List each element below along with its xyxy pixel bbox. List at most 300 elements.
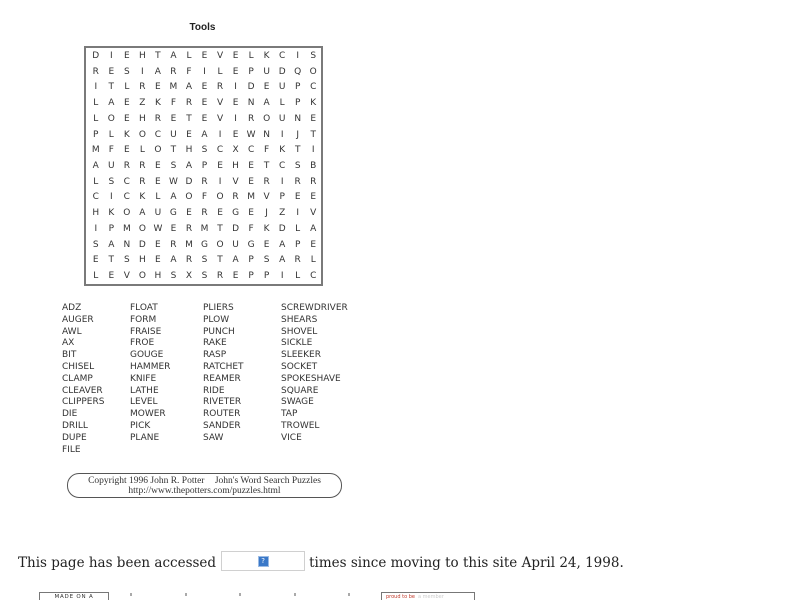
grid-cell: T — [294, 145, 301, 156]
dot — [185, 593, 187, 596]
grid-cell: R — [201, 208, 208, 219]
grid-cell: I — [109, 50, 113, 61]
grid-cell: I — [311, 145, 315, 156]
grid-cell: H — [138, 50, 146, 61]
word-list-item: MOWER — [130, 409, 166, 420]
grid-cell: E — [186, 208, 192, 219]
access-counter-line — [18, 553, 624, 573]
grid-cell: K — [263, 50, 270, 61]
word-list-item: PLOW — [203, 314, 230, 325]
grid-cell: H — [138, 255, 146, 266]
word-list-item: AX — [62, 338, 75, 349]
grid-cell: T — [217, 223, 223, 234]
word-list-item: CLEAVER — [62, 385, 103, 396]
word-list-item: FILE — [62, 444, 81, 455]
grid-cell: U — [108, 160, 115, 171]
word-list-item: SHEARS — [281, 314, 318, 325]
grid-cell: A — [232, 255, 239, 266]
grid-cell: S — [201, 255, 208, 266]
grid-cell: E — [232, 271, 239, 282]
grid-cell: E — [263, 239, 270, 250]
grid-cell: E — [92, 255, 99, 266]
word-list-item: SPOKESHAVE — [281, 373, 341, 384]
grid-cell: A — [170, 50, 177, 61]
grid-cell: E — [232, 98, 239, 109]
grid-cell: I — [280, 129, 284, 140]
copyright-url-link[interactable]: http://www.thepotters.com/puzzles.html — [128, 486, 281, 496]
grid-cell: T — [217, 255, 223, 266]
grid-cell: O — [216, 239, 224, 250]
grid-cell: E — [155, 176, 161, 187]
grid-cell: D — [278, 223, 286, 234]
grid-cell: G — [232, 208, 240, 219]
grid-cell: E — [248, 160, 254, 171]
grid-cell: V — [263, 192, 270, 203]
grid-cell: V — [216, 113, 224, 124]
word-list-item: DUPE — [62, 432, 87, 443]
grid-cell: E — [123, 145, 130, 156]
grid-cell: E — [123, 98, 130, 109]
grid-cell: I — [94, 82, 98, 93]
grid-cell: Z — [139, 98, 146, 109]
grid-cell: C — [247, 145, 255, 156]
grid-cell: I — [296, 50, 300, 61]
grid-cell: R — [123, 160, 130, 171]
grid-cell: T — [170, 145, 177, 156]
word-list-column-4 — [281, 303, 371, 456]
grid-cell: R — [139, 160, 146, 171]
grid-cell: T — [108, 255, 115, 266]
word-list-item: FROE — [130, 338, 155, 349]
made-on-badge-link[interactable]: MADE ON A — [39, 592, 109, 600]
grid-cell: D — [92, 50, 100, 61]
grid-cell: E — [123, 113, 130, 124]
grid-cell: E — [186, 129, 192, 140]
grid-cell: T — [108, 82, 115, 93]
grid-cell: P — [201, 160, 208, 171]
grid-cell: M — [247, 192, 255, 203]
grid-cell: F — [201, 192, 208, 203]
word-list-item: LATHE — [130, 385, 159, 396]
grid-cell: L — [93, 113, 99, 124]
grid-cell: C — [310, 271, 317, 282]
grid-cell: W — [168, 176, 178, 187]
word-search-grid — [84, 46, 323, 286]
grid-cell: D — [185, 176, 193, 187]
word-list-item: LEVEL — [130, 397, 158, 408]
word-list-item: ROUTER — [203, 409, 241, 420]
word-list-item: SANDER — [203, 420, 241, 431]
grid-cell: A — [170, 192, 177, 203]
grid-cell: K — [123, 129, 130, 140]
grid-cell: A — [108, 239, 115, 250]
grid-cell: E — [201, 82, 208, 93]
word-list-item: FORM — [130, 314, 157, 325]
grid-cell: E — [108, 271, 115, 282]
grid-cell: K — [154, 98, 161, 109]
grid-cell: D — [278, 66, 286, 77]
word-list-item: SLEEKER — [281, 350, 321, 361]
grid-cell: V — [232, 176, 239, 187]
page-title: Tools — [189, 22, 216, 33]
grid-cell: E — [123, 50, 130, 61]
grid-cell: P — [108, 223, 115, 234]
grid-cell: W — [153, 223, 163, 234]
word-list-item: KNIFE — [130, 373, 157, 384]
word-list-column-3 — [203, 303, 281, 456]
grid-cell: D — [232, 223, 240, 234]
grid-cell: L — [295, 223, 301, 234]
grid-cell: R — [170, 66, 177, 77]
grid-cell: T — [155, 50, 161, 61]
counter-suffix: times since moving to this site April 24, 1998. — [309, 555, 624, 571]
grid-cell: U — [154, 208, 162, 219]
grid-cell: L — [93, 98, 99, 109]
grid-cell: A — [92, 160, 99, 171]
grid-cell: L — [93, 176, 99, 187]
grid-cell: N — [263, 129, 270, 140]
grid-cell: I — [218, 176, 222, 187]
grid-cell: S — [201, 271, 208, 282]
grid-cell: X — [185, 271, 193, 282]
grid-cell: A — [108, 98, 115, 109]
grid-cell: E — [155, 82, 161, 93]
grid-cell: O — [216, 192, 224, 203]
grid-cell: W — [246, 129, 256, 140]
grid-cell: M — [122, 223, 131, 234]
word-list-item: HAMMER — [130, 361, 171, 372]
grid-cell: L — [155, 192, 161, 203]
grid-cell: I — [203, 66, 206, 77]
copyright-line-1 — [68, 476, 341, 486]
grid-cell: R — [216, 271, 224, 282]
grid-cell: E — [248, 176, 254, 187]
grid-cell: P — [294, 98, 301, 109]
word-list-item: RAKE — [203, 338, 227, 349]
grid-cell: T — [186, 113, 192, 124]
grid-cell: K — [263, 223, 270, 234]
grid-cell: R — [294, 255, 301, 266]
grid-cell: R — [185, 98, 193, 109]
grid-cell: K — [139, 192, 146, 203]
grid-cell: P — [248, 66, 254, 77]
grid-cell: L — [139, 145, 145, 156]
grid-cell: H — [92, 208, 100, 219]
grid-cell: I — [141, 66, 144, 77]
grid-cell: E — [232, 129, 239, 140]
grid-cell: F — [170, 98, 177, 109]
grid-cell: L — [108, 129, 114, 140]
grid-cell: R — [263, 176, 270, 187]
dot — [348, 593, 350, 596]
word-list-item: SAW — [203, 432, 224, 443]
word-list-item: RIVETER — [203, 397, 242, 408]
grid-cell: I — [94, 223, 98, 234]
word-list-item: FLOAT — [130, 303, 158, 313]
grid-cell: V — [310, 208, 317, 219]
grid-cell: E — [263, 82, 270, 93]
grid-cell: O — [154, 145, 162, 156]
grid-cell: I — [234, 113, 237, 124]
word-list-item: DIE — [62, 409, 78, 420]
grid-cell: A — [310, 223, 317, 234]
grid-cell: S — [108, 176, 115, 187]
grid-cell: M — [169, 82, 178, 93]
grid-cell: U — [263, 66, 270, 77]
word-list-item: AWL — [62, 326, 82, 337]
grid-cell: K — [279, 145, 286, 156]
grid-cell: R — [185, 255, 193, 266]
grid-cell: E — [155, 239, 161, 250]
grid-cell: T — [263, 160, 270, 171]
grid-cell: F — [264, 145, 270, 156]
grid-cell: P — [294, 82, 301, 93]
grid-cell: R — [170, 239, 177, 250]
grid-cell: A — [185, 160, 193, 171]
grid-cell: D — [138, 239, 146, 250]
word-list-item: SQUARE — [281, 385, 319, 396]
grid-cell: E — [217, 208, 223, 219]
grid-cell: C — [310, 82, 317, 93]
grid-cell: F — [108, 145, 114, 156]
grid-cell: V — [123, 271, 130, 282]
grid-cell: I — [280, 271, 284, 282]
grid-cell: H — [154, 271, 162, 282]
word-list-item: RIDE — [203, 385, 225, 396]
grid-cell: Z — [279, 208, 286, 219]
grid-cell: R — [92, 66, 99, 77]
grid-cell: S — [170, 160, 177, 171]
word-list-item: AUGER — [62, 314, 94, 325]
grid-cell: N — [123, 239, 131, 250]
dot — [294, 593, 296, 596]
grid-cell: T — [310, 129, 316, 140]
word-list-item: GOUGE — [130, 350, 164, 361]
word-list-item: VICE — [281, 432, 302, 443]
word-list-item: SCREWDRIVER — [281, 303, 348, 313]
broken-image-icon: ? — [258, 556, 269, 567]
word-list-item: DRILL — [62, 420, 88, 431]
grid-cell: G — [169, 208, 177, 219]
word-list-item: SICKLE — [281, 338, 313, 349]
grid-cell: I — [280, 176, 284, 187]
word-list-item: PLANE — [130, 432, 160, 443]
grid-cell: L — [310, 255, 316, 266]
grid-cell: E — [294, 192, 301, 203]
proud-member-badge-link[interactable] — [381, 592, 475, 600]
counter-prefix: This page has been accessed — [18, 555, 217, 571]
grid-cell: S — [92, 239, 99, 250]
grid-cell: L — [186, 50, 192, 61]
grid-cell: L — [248, 50, 254, 61]
grid-cell: E — [310, 239, 317, 250]
grid-cell: M — [200, 223, 209, 234]
word-list-item: SOCKET — [281, 361, 318, 372]
grid-cell: A — [170, 255, 177, 266]
word-list-item: RASP — [203, 350, 227, 361]
grid-cell: R — [139, 176, 146, 187]
grid-cell: C — [279, 160, 286, 171]
grid-cell: E — [217, 160, 223, 171]
hit-counter-image — [221, 551, 305, 571]
grid-cell: R — [216, 82, 224, 93]
grid-cell: L — [295, 271, 301, 282]
grid-cell: E — [232, 66, 239, 77]
word-list-column-1 — [62, 303, 130, 456]
grid-cell: G — [247, 239, 255, 250]
grid-cell: D — [247, 82, 255, 93]
grid-cell: C — [216, 145, 224, 156]
grid-cell: R — [185, 223, 193, 234]
grid-cell: S — [170, 271, 177, 282]
grid-cell: F — [248, 223, 254, 234]
grid-cell: O — [123, 208, 131, 219]
word-list-item: TAP — [281, 409, 298, 420]
grid-cell: L — [93, 271, 99, 282]
grid-cell: E — [310, 192, 317, 203]
word-list-item: PLIERS — [203, 303, 234, 313]
grid-cell: V — [216, 98, 224, 109]
grid-cell: H — [138, 113, 146, 124]
grid-cell: C — [92, 192, 99, 203]
grid-cell: R — [232, 192, 239, 203]
grid-cell: P — [248, 271, 254, 282]
grid-cell: U — [278, 113, 286, 124]
grid-cell: I — [218, 129, 222, 140]
grid-cell: L — [217, 66, 223, 77]
word-list-item: CLIPPERS — [62, 397, 105, 408]
grid-cell: U — [170, 129, 177, 140]
grid-cell: I — [234, 82, 237, 93]
grid-cell: E — [201, 50, 208, 61]
grid-cell: O — [263, 113, 271, 124]
grid-cell: J — [265, 208, 268, 219]
grid-cell: S — [294, 160, 301, 171]
word-list-item: ADZ — [62, 303, 82, 313]
word-list-item: CHISEL — [62, 361, 95, 372]
grid-cell: R — [139, 82, 146, 93]
grid-cell: C — [123, 192, 130, 203]
grid-cell: E — [201, 113, 208, 124]
grid-cell: C — [123, 176, 130, 187]
grid-cell: E — [310, 113, 317, 124]
grid-cell: H — [232, 160, 239, 171]
grid-cell: A — [154, 66, 161, 77]
dot — [239, 593, 241, 596]
word-list-item: PUNCH — [203, 326, 235, 337]
grid-cell: L — [124, 82, 130, 93]
grid-cell: E — [155, 255, 161, 266]
grid-cell: P — [248, 255, 254, 266]
grid-cell: E — [170, 113, 177, 124]
grid-cell: R — [294, 176, 301, 187]
grid-cell: R — [247, 113, 255, 124]
proud-text: proud to be — [386, 594, 415, 600]
grid-cell: N — [294, 113, 302, 124]
grid-cell: G — [201, 239, 208, 250]
copyright-text: Copyright 1996 John R. Potter — [88, 476, 205, 486]
grid-cell: L — [279, 98, 285, 109]
grid-cell: O — [138, 271, 146, 282]
grid-cell: E — [248, 208, 254, 219]
copyright-notice — [67, 473, 342, 498]
word-list-column-2 — [130, 303, 203, 456]
grid-cell: B — [310, 160, 317, 171]
grid-cell: N — [247, 98, 255, 109]
grid-cell: C — [279, 50, 286, 61]
word-list — [62, 303, 371, 456]
grid-cell: R — [201, 176, 208, 187]
grid-cell: U — [278, 82, 286, 93]
grid-cell: P — [93, 129, 99, 140]
grid-cell: S — [201, 145, 208, 156]
grid-cell: A — [139, 208, 146, 219]
grid-cell: E — [201, 98, 208, 109]
grid-cell: S — [263, 255, 270, 266]
grid-cell: A — [279, 239, 286, 250]
grid-cell: S — [310, 50, 317, 61]
grid-cell: A — [201, 129, 208, 140]
grid-cell: O — [107, 113, 115, 124]
grid-cell: U — [232, 239, 239, 250]
word-list-item: REAMER — [203, 373, 241, 384]
word-list-item: TROWEL — [281, 420, 320, 431]
grid-cell: S — [123, 66, 130, 77]
grid-cell: P — [263, 271, 270, 282]
word-list-item: PICK — [130, 420, 151, 431]
word-list-item: CLAMP — [62, 373, 93, 384]
proud-text-faded: a member — [417, 594, 444, 600]
word-list-item: SWAGE — [281, 397, 314, 408]
grid-cell: K — [310, 98, 317, 109]
grid-cell: E — [232, 50, 239, 61]
grid-cell: R — [154, 113, 162, 124]
decorative-dots — [130, 593, 350, 596]
grid-cell: V — [216, 50, 224, 61]
grid-cell: K — [108, 208, 115, 219]
grid-cell: O — [138, 129, 146, 140]
grid-cell: O — [309, 66, 317, 77]
grid-cell: E — [170, 223, 177, 234]
grid-cell: J — [296, 129, 300, 140]
grid-cell: C — [154, 129, 162, 140]
grid-cell: X — [232, 145, 239, 156]
grid-cell: A — [263, 98, 270, 109]
grid-cell: H — [185, 145, 193, 156]
word-list-item: FRAISE — [130, 326, 162, 337]
grid-cell: I — [296, 208, 300, 219]
grid-cell: E — [108, 66, 115, 77]
grid-cell: Q — [294, 66, 302, 77]
grid-cell: R — [310, 176, 317, 187]
grid-cell: F — [186, 66, 192, 77]
grid-cell: E — [155, 160, 161, 171]
word-list-item: SHOVEL — [281, 326, 318, 337]
grid-cell: P — [279, 192, 285, 203]
word-list-item: BIT — [62, 350, 77, 361]
grid-cell: S — [123, 255, 130, 266]
grid-cell: M — [185, 239, 193, 250]
grid-cell: A — [279, 255, 286, 266]
grid-cell: P — [294, 239, 301, 250]
publisher-text: John's Word Search Puzzles — [214, 476, 321, 486]
dot — [130, 593, 132, 596]
grid-cell: O — [185, 192, 193, 203]
grid-cell: A — [185, 82, 193, 93]
grid-cell: I — [109, 192, 113, 203]
word-list-item: RATCHET — [203, 361, 244, 372]
grid-cell: O — [138, 223, 146, 234]
